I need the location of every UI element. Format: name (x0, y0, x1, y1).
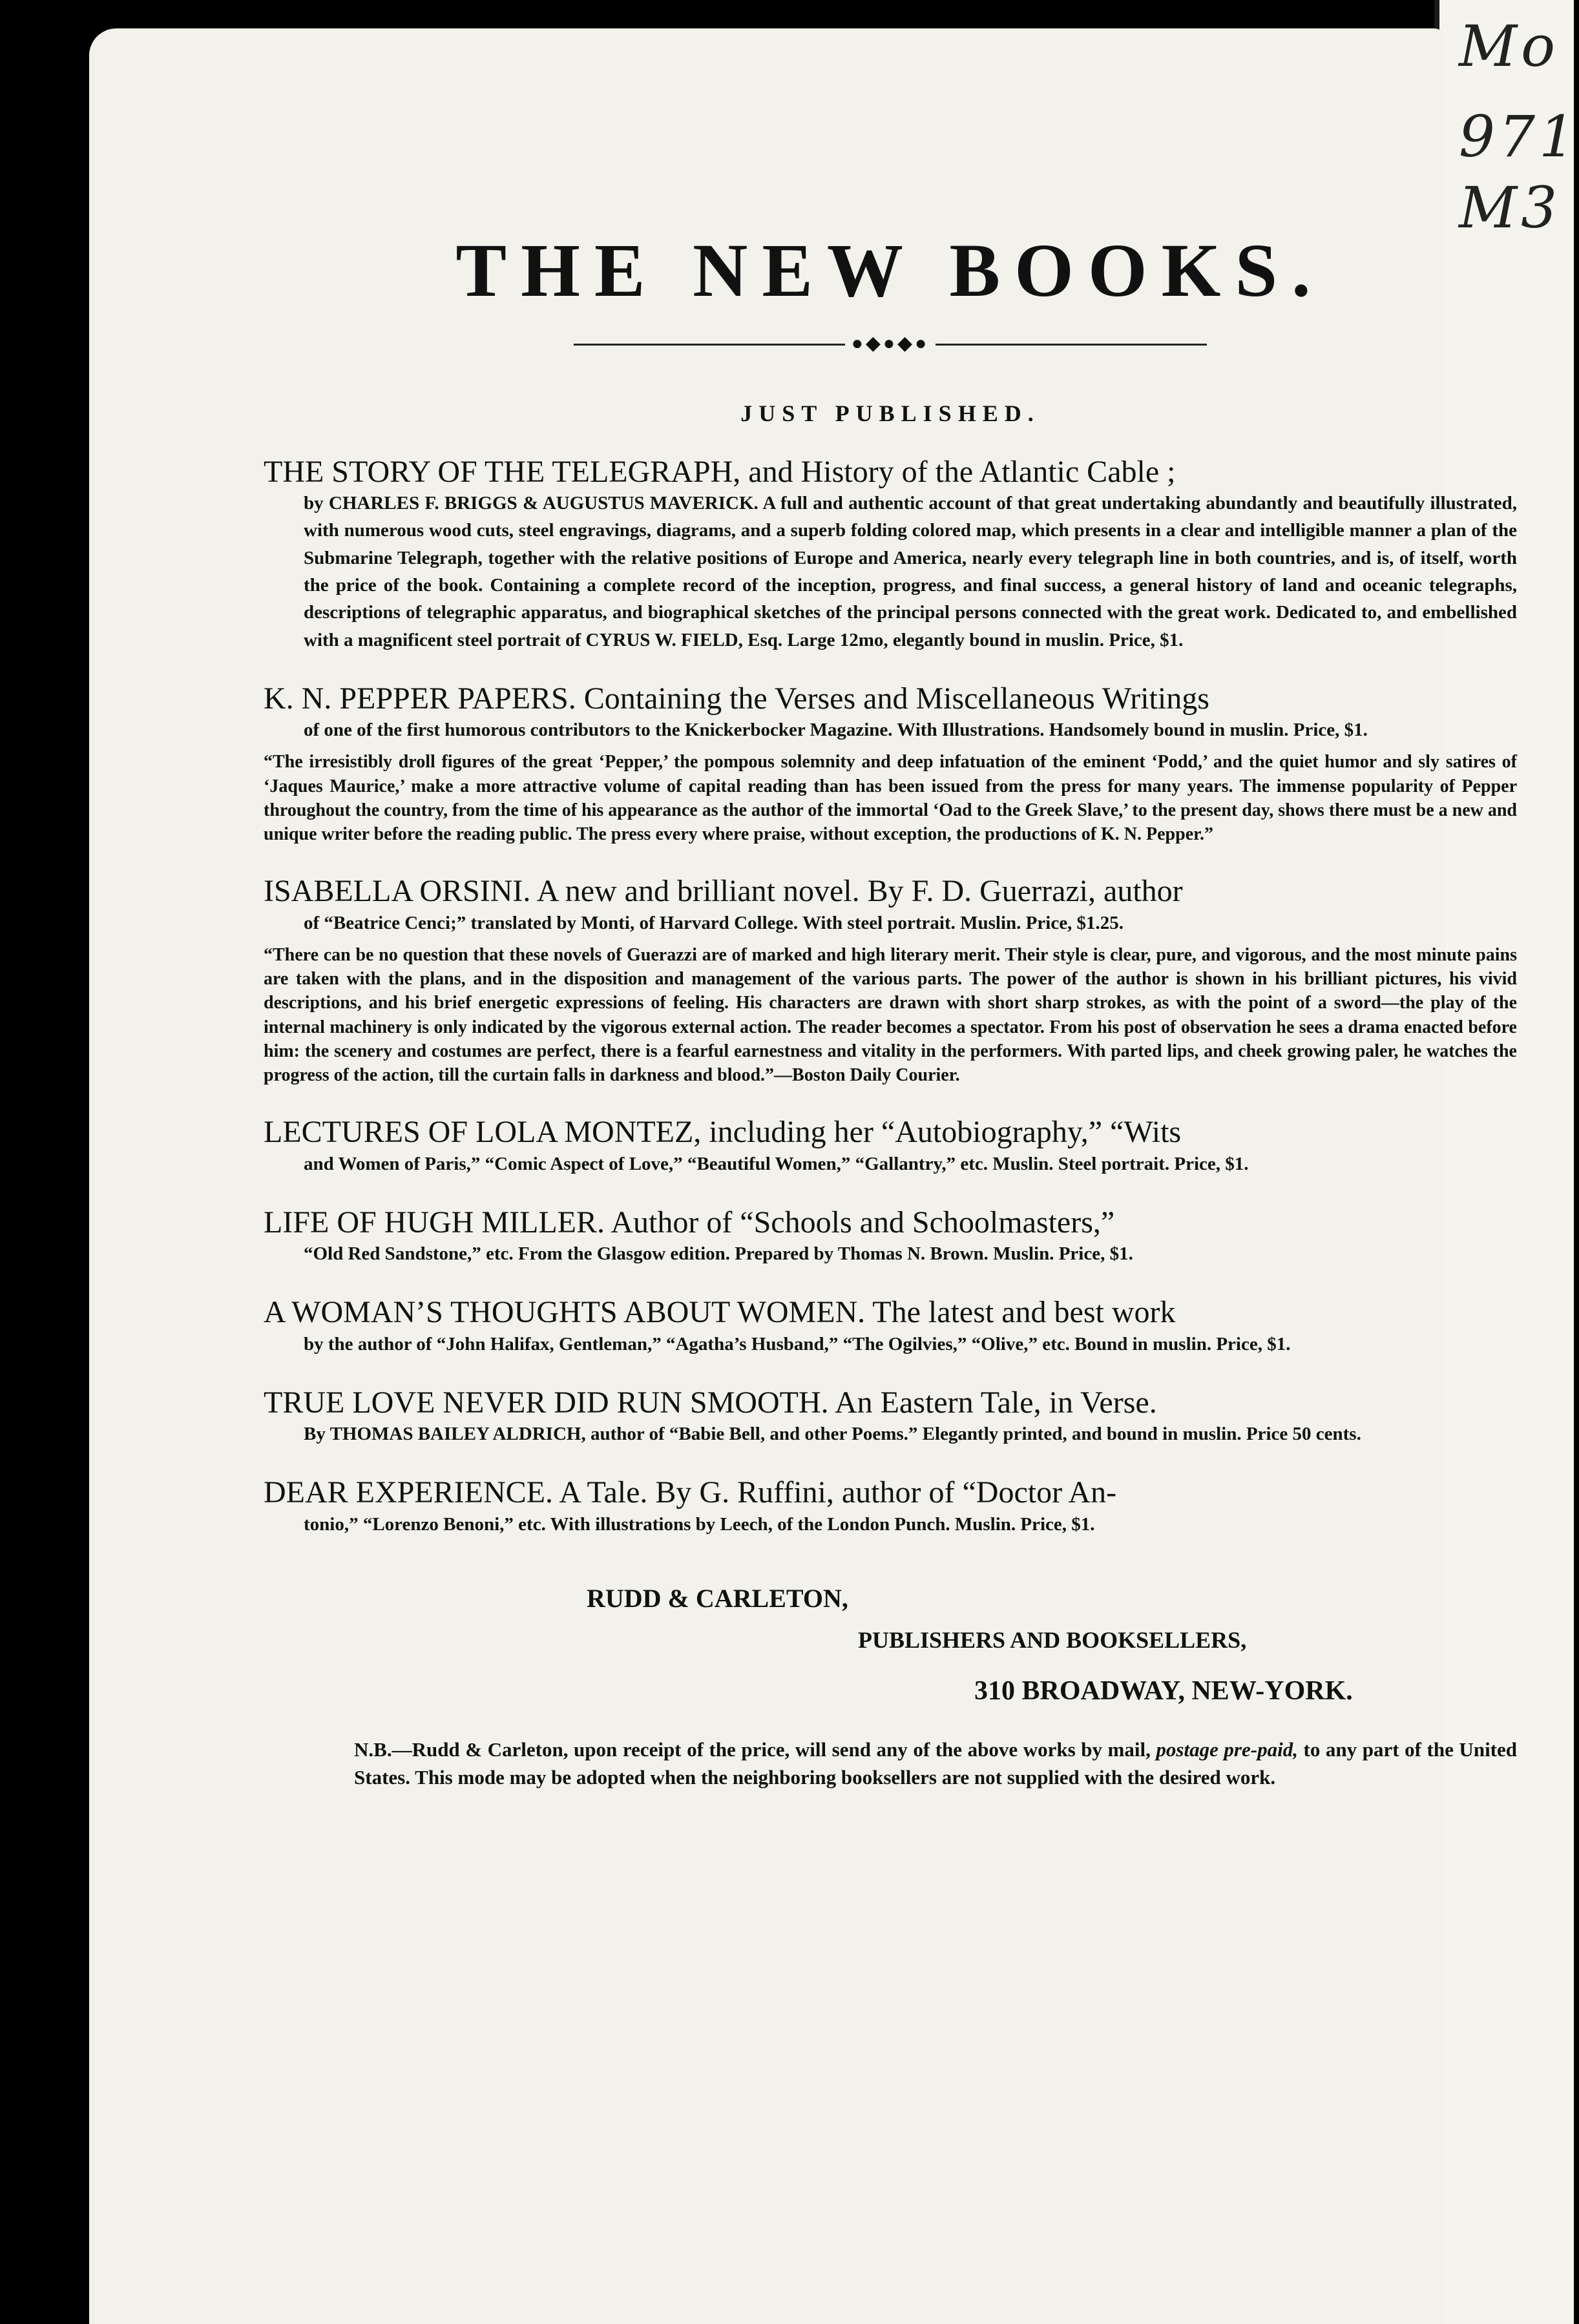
review-quote: “The irresistibly droll figures of the great ‘Pepper,’ the pompous solemnity and deep infatuation of the eminent ‘Podd,’ and the quiet humor and sly satires of ‘Jaques Maurice,’ make a more attractive volume of capital reading than has been issued from the press for many years. The immense popularity of Pepper throughout the country, from the time of his appearance as the author of the immortal ‘Oad to the Greek Slave,’ to the present day, shows there must be a new and unique writer before the reading public. The press every where praise, without exception, the productions of K. N. Pepper.” (264, 752, 1517, 845)
book-description: by the author of “John Halifax, Gentleman,” “Agatha’s Husband,” “The Ogilvies,” “Olive,” etc. Bound in muslin. Price, $1. (304, 1333, 1291, 1354)
book-entry (264, 873, 1517, 1087)
book-title: ISABELLA ORSINI. A new and brilliant novel. By F. D. Guerrazi, author (264, 874, 1183, 909)
book-description: “Old Red Sandstone,” etc. From the Glasgow edition. Prepared by Thomas N. Brown. Muslin. Price, $1. (304, 1243, 1133, 1265)
book-entry (264, 454, 1517, 654)
nota-bene-italic: postage pre-paid, (1156, 1738, 1298, 1761)
publisher-block (264, 1583, 1517, 1707)
book-title: K. N. PEPPER PAPERS. Containing the Verses and Miscellaneous Writings (264, 681, 1209, 716)
book-title: A WOMAN’S THOUGHTS ABOUT WOMEN. The latest and best work (264, 1295, 1176, 1330)
book-entry (264, 1385, 1517, 1448)
page-title: THE NEW BOOKS. (455, 228, 1325, 313)
book-title: LIFE OF HUGH MILLER. Author of “Schools and Schoolmasters,” (264, 1205, 1115, 1240)
book-description: tonio,” “Lorenzo Benoni,” etc. With illustrations by Leech, of the London Punch. Muslin. Price, $1. (304, 1513, 1095, 1535)
handwritten-note-3: M3 (1459, 174, 1562, 241)
book-entry (264, 1114, 1517, 1178)
publisher-name: RUDD & CARLETON, (587, 1583, 848, 1613)
book-description: of “Beatrice Cenci;” translated by Monti, of Harvard College. With steel portrait. Muslin. Price, $1.25. (304, 912, 1124, 933)
section-heading: JUST PUBLISHED. (740, 400, 1040, 426)
book-description: by CHARLES F. BRIGGS & AUGUSTUS MAVERICK. A full and authentic account of that great undertaking abundantly and beautifully illustrated, with numerous wood cuts, steel engravings, diagrams, and a superb folding colored map, which presents in a clear and intelligible manner a plan of the Submarine Telegraph, together with the relative positions of Europe and America, nearly every telegraph line in both countries, and is, of itself, worth the price of the book. Containing a complete record of the inception, progress, and final success, a general history of land and oceanic telegraphs, descriptions of telegraphic apparatus, and biographical sketches of the principal persons connected with the great work. Dedicated to, and embellished with a magnificent steel portrait of CYRUS W. FIELD, Esq. Large 12mo, elegantly bound in muslin. Price, $1. (304, 492, 1517, 650)
review-quote: “There can be no question that these novels of Guerazzi are of marked and high literary merit. Their style is clear, pure, and vigorous, and the most minute pains are taken with the plans, and in the disposition and management of the various parts. The power of the author is shown in his brilliant pictures, his vivid descriptions, and his brief energetic expressions of feeling. His characters are drawn with short sharp strokes, as with the point of a sword—the play of the internal machinery is only indicated by the vigorous external action. The reader becomes a spectator. From his post of observation he sees a drama enacted before him: the scenery and costumes are perfect, there is a fearful earnestness and vitality in the performers. With parted lips, and cheek growing paler, he watches the progress of the action, till the curtain falls in darkness and blood.”—Boston Daily Courier. (264, 944, 1517, 1086)
book-description: By THOMAS BAILEY ALDRICH, author of “Babie Bell, and other Poems.” Elegantly printed, and bound in muslin. Price 50 cents. (304, 1424, 1361, 1445)
book-title: TRUE LOVE NEVER DID RUN SMOOTH. An Eastern Tale, in Verse. (264, 1385, 1157, 1420)
book-title: LECTURES OF LOLA MONTEZ, including her “Autobiography,” “Wits (264, 1115, 1182, 1150)
book-description: and Women of Paris,” “Comic Aspect of Love,” “Beautiful Women,” “Gallantry,” etc. Muslin. Steel portrait. Price, $1. (304, 1153, 1249, 1174)
book-entry (264, 681, 1517, 846)
nota-bene-lead: N.B.—Rudd & Carleton, upon receipt of the price, will send any of the above works by mail, (354, 1738, 1151, 1761)
book-entry (264, 1205, 1517, 1268)
page-content (264, 203, 1517, 1791)
publisher-address: 310 BROADWAY, NEW-YORK. (974, 1676, 1353, 1706)
handwritten-note-2: 971 (1459, 103, 1579, 170)
publisher-role: PUBLISHERS AND BOOKSELLERS, (858, 1626, 1247, 1653)
book-entry (264, 1294, 1517, 1358)
nota-bene-rest: to any part of the United States. This mode may be adopted when the neighboring booksellers are not supplied with the desired work. (354, 1738, 1517, 1789)
book-entry (264, 1475, 1517, 1538)
handwritten-note-1: Mo (1459, 13, 1560, 79)
book-title: THE STORY OF THE TELEGRAPH, and History of the Atlantic Cable ; (264, 454, 1176, 489)
book-description: of one of the first humorous contributors to the Knickerbocker Magazine. With Illustrations. Handsomely bound in muslin. Price, $1. (304, 720, 1368, 741)
book-title: DEAR EXPERIENCE. A Tale. By G. Ruffini, author of “Doctor An- (264, 1475, 1117, 1510)
nota-bene (354, 1736, 1517, 1792)
ornamental-rule: ●◆●◆● (264, 332, 1517, 355)
